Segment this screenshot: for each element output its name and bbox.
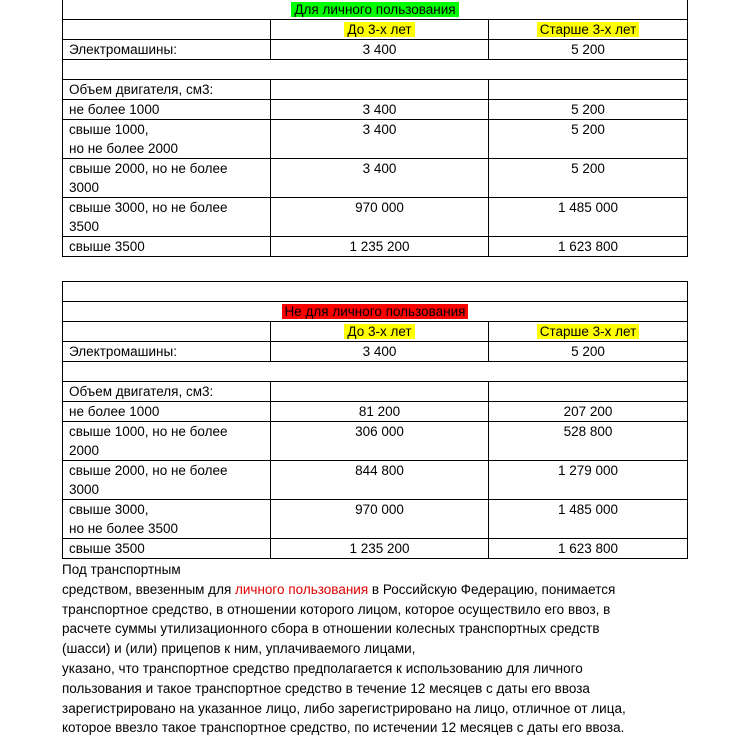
row-label: свыше 2000, но не более xyxy=(69,463,228,478)
row-under: 844 800 xyxy=(271,461,489,500)
row-label: свыше 2000, но не более xyxy=(69,161,228,176)
table-title-row xyxy=(63,302,688,322)
row-under: 970 000 xyxy=(271,198,489,237)
row-under: 3 400 xyxy=(271,159,489,198)
empty-row xyxy=(63,282,688,302)
row-over: 5 200 xyxy=(489,100,688,120)
note-line: (шасси) и (или) прицепов к ним, уплачиваемого лицами, xyxy=(62,641,416,657)
row-label: свыше 1000, xyxy=(69,122,149,137)
personal-use-table xyxy=(62,0,688,257)
table-title-row xyxy=(63,0,688,20)
table-row xyxy=(63,100,688,120)
empty-row xyxy=(63,362,688,382)
note-highlight: личного пользования xyxy=(235,581,369,597)
row-over: 528 800 xyxy=(489,422,688,461)
table-row xyxy=(63,237,688,257)
table-row xyxy=(63,342,688,362)
electric-label: Электромашины: xyxy=(63,40,271,60)
volume-label: Объем двигателя, см3: xyxy=(63,382,271,402)
row-over: 207 200 xyxy=(489,402,688,422)
row-under: 81 200 xyxy=(271,402,489,422)
non-personal-use-title: Не для личного пользования xyxy=(282,304,469,319)
table-row xyxy=(63,120,688,159)
row-label: свыше 3500 xyxy=(69,541,145,556)
table-row xyxy=(63,159,688,198)
row-under: 1 235 200 xyxy=(271,539,489,559)
note-line: которое ввезло такое транспортное средство, по истечении 12 месяцев с даты его ввоза. xyxy=(62,720,625,736)
empty-row xyxy=(63,60,688,80)
row-under: 970 000 xyxy=(271,500,489,539)
non-personal-use-table xyxy=(62,281,688,559)
note-text: в Российскую Федерацию, понимается xyxy=(368,581,616,597)
definition-note xyxy=(62,560,702,738)
table-header-row xyxy=(63,322,688,342)
electric-label: Электромашины: xyxy=(63,342,271,362)
row-label: свыше 3000, xyxy=(69,502,149,517)
note-line: расчете суммы утилизационного сбора в отношении колесных транспортных средств xyxy=(62,621,600,637)
note-text: средством, ввезенным для xyxy=(62,581,236,597)
table-header-row xyxy=(63,20,688,40)
row-over: 1 279 000 xyxy=(489,461,688,500)
table-row xyxy=(63,422,688,461)
table-row xyxy=(63,382,688,402)
col-under-3-years: До 3-х лет xyxy=(344,324,414,339)
col-over-3-years: Старше 3-х лет xyxy=(537,324,640,339)
row-under: 306 000 xyxy=(271,422,489,461)
row-under: 3 400 xyxy=(271,100,489,120)
row-over: 1 485 000 xyxy=(489,198,688,237)
row-over: 1 623 800 xyxy=(489,539,688,559)
row-label-cont: но не более 3500 xyxy=(69,521,179,536)
note-line: пользования и такое транспортное средство в течение 12 месяцев с даты его ввоза xyxy=(62,680,590,696)
row-label: не более 1000 xyxy=(69,102,160,117)
electric-under: 3 400 xyxy=(271,40,489,60)
row-under: 3 400 xyxy=(271,120,489,159)
note-line: зарегистрировано на указанное лицо, либо зарегистрировано на лицо, отличное от лица, xyxy=(62,700,626,716)
note-line: транспортное средство, в отношении которого лицом, которое осуществило его ввоз, в xyxy=(62,601,611,617)
row-label-cont: 2000 xyxy=(69,443,100,458)
row-over: 1 623 800 xyxy=(489,237,688,257)
note-line: указано, что транспортное средство предполагается к использованию для личного xyxy=(62,660,583,676)
table-row xyxy=(63,539,688,559)
note-line xyxy=(62,580,702,600)
table-row xyxy=(63,40,688,60)
row-under: 1 235 200 xyxy=(271,237,489,257)
table-row xyxy=(63,500,688,539)
row-label-cont: 3000 xyxy=(69,482,100,497)
col-under-3-years: До 3-х лет xyxy=(344,22,414,37)
electric-over: 5 200 xyxy=(489,342,688,362)
volume-label: Объем двигателя, см3: xyxy=(63,80,271,100)
table-row xyxy=(63,402,688,422)
table-row xyxy=(63,80,688,100)
personal-use-title: Для личного пользования xyxy=(291,2,458,17)
row-label-cont: 3000 xyxy=(69,180,100,195)
row-over: 5 200 xyxy=(489,120,688,159)
table-row xyxy=(63,198,688,237)
row-label: не более 1000 xyxy=(69,404,160,419)
row-label-cont: 3500 xyxy=(69,219,100,234)
row-over: 1 485 000 xyxy=(489,500,688,539)
electric-over: 5 200 xyxy=(489,40,688,60)
col-over-3-years: Старше 3-х лет xyxy=(537,22,640,37)
table-row xyxy=(63,461,688,500)
row-over: 5 200 xyxy=(489,159,688,198)
row-label: свыше 3500 xyxy=(69,239,145,254)
row-label-cont: но не более 2000 xyxy=(69,141,179,156)
electric-under: 3 400 xyxy=(271,342,489,362)
row-label: свыше 3000, но не более xyxy=(69,200,228,215)
note-line: Под транспортным xyxy=(62,562,181,577)
row-label: свыше 1000, но не более xyxy=(69,424,228,439)
